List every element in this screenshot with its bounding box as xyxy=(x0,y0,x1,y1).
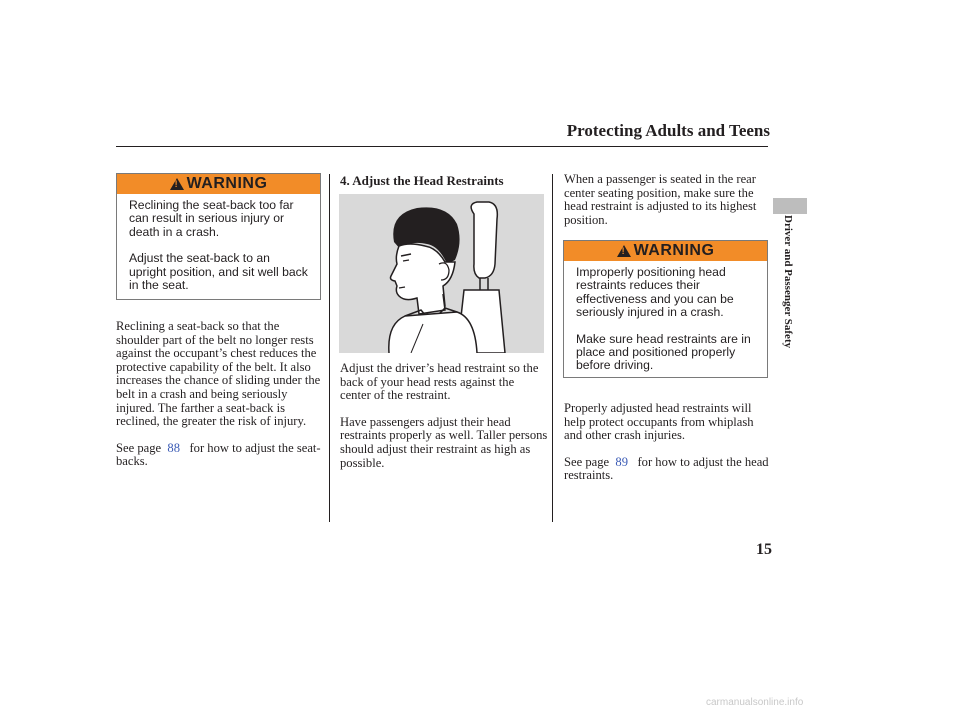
warning-header xyxy=(564,241,767,261)
body-paragraph: Properly adjusted head restraints will help protect occupants from whiplash and other crash injuries. xyxy=(564,401,754,443)
left-column-body xyxy=(116,320,324,482)
column-divider-right xyxy=(552,174,553,522)
section-tab xyxy=(780,215,800,365)
right-column-intro xyxy=(564,173,770,240)
warning-box-seatback xyxy=(116,173,321,300)
warning-label: WARNING xyxy=(186,175,268,192)
page-link-88[interactable]: 88 xyxy=(167,440,180,455)
see-page-reference xyxy=(116,442,324,469)
body-paragraph: When a passenger is seated in the rear center seating position, make sure the head restraint is adjusted to its highest position. xyxy=(564,172,757,227)
page-title: Protecting Adults and Teens xyxy=(566,121,770,140)
section-heading: 4. Adjust the Head Restraints xyxy=(340,173,504,188)
see-page-reference xyxy=(564,456,770,483)
column-divider-left xyxy=(329,174,330,522)
warning-box-head-restraints xyxy=(563,240,768,378)
see-page-suffix: for how to adjust the seat-backs. xyxy=(116,440,321,469)
see-page-prefix: See page xyxy=(564,454,610,469)
page-link-89[interactable]: 89 xyxy=(615,454,628,469)
section-tab-label: Driver and Passenger Safety xyxy=(782,215,794,349)
middle-column-body xyxy=(340,362,548,483)
right-column-body xyxy=(564,402,770,496)
see-page-suffix: for how to adjust the head restraints. xyxy=(564,454,769,483)
section-tab-marker xyxy=(773,198,807,214)
warning-header xyxy=(117,174,320,194)
driver-head-restraint-illustration-icon xyxy=(339,194,544,353)
head-restraint-figure xyxy=(339,194,544,353)
see-page-prefix: See page xyxy=(116,440,162,455)
warning-icon xyxy=(170,178,184,190)
warning-text: Make sure head restraints are in place and positioned properly before driving. xyxy=(576,331,751,373)
body-paragraph: Reclining a seat-back so that the shoulder part of the belt no longer rests against the occupant’s chest reduces the protective capability of the belt. It also increases the chance of sliding under the belt in a crash and being seriously injured. The farther a seat-back is reclined, the greater the risk of injury. xyxy=(116,319,321,429)
body-paragraph: Have passengers adjust their head restraints properly as well. Taller persons should adjust their restraint as high as possible. xyxy=(340,414,548,470)
header-rule xyxy=(116,146,768,147)
warning-text: Adjust the seat-back to an upright position, and sit well back in the seat. xyxy=(129,251,308,293)
warning-icon xyxy=(617,245,631,257)
watermark: carmanualsonline.info xyxy=(706,697,804,708)
body-paragraph: Adjust the driver’s head restraint so the back of your head rests against the center of the restraint. xyxy=(340,361,539,403)
warning-text: Reclining the seat-back too far can result in serious injury or death in a crash. xyxy=(129,198,294,239)
page-number: 15 xyxy=(756,541,772,558)
warning-text: Improperly positioning head restraints reduces their effectiveness and you can be seriously injured in a crash. xyxy=(576,265,734,320)
warning-label: WARNING xyxy=(633,242,715,259)
